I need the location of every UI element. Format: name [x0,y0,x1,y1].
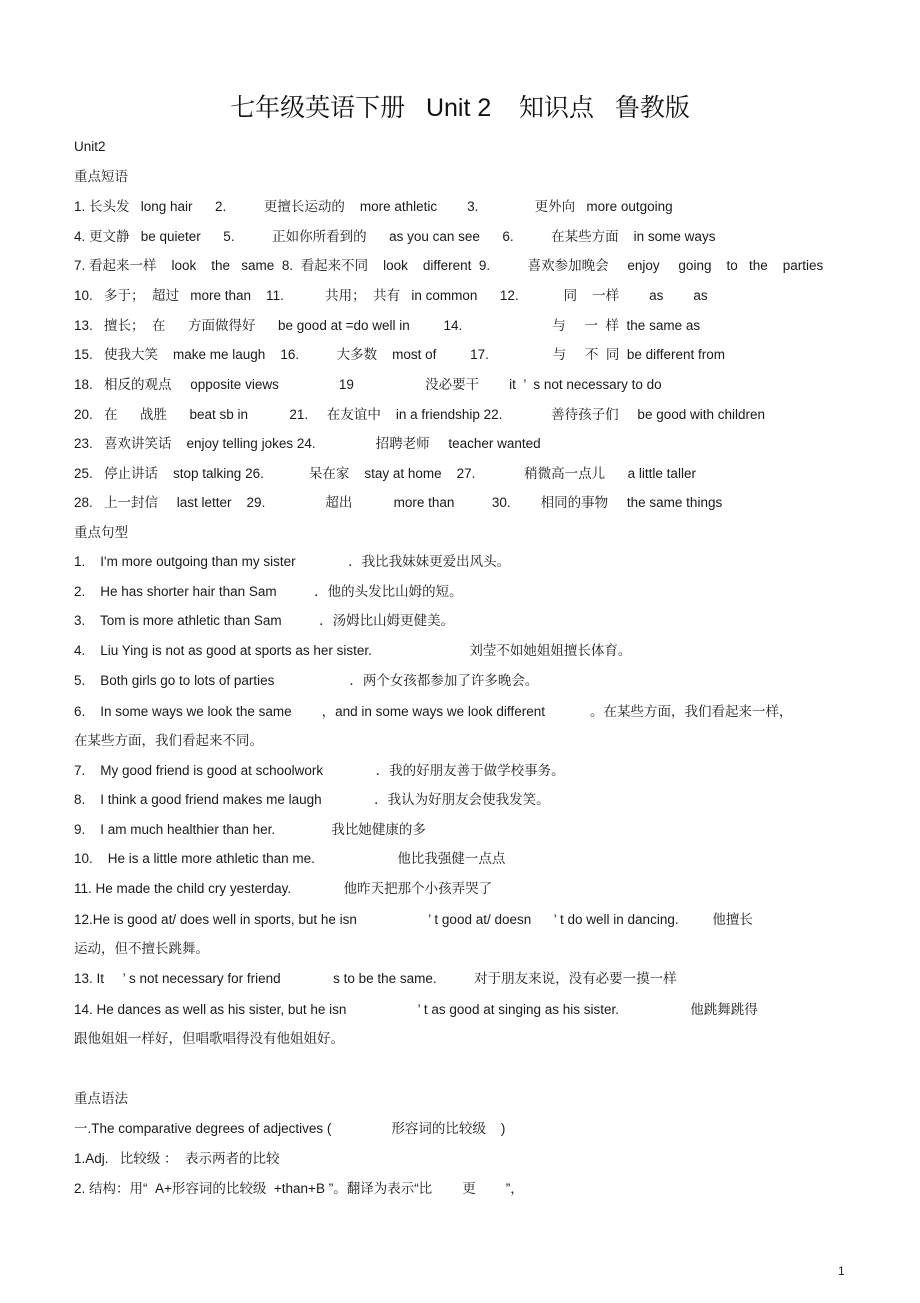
sentence-line: 10. He is a little more athletic than me. 他比我强健一点点 [74,851,506,866]
sentence-line: 13. It ’ s not necessary for friend s to be the same. 对于朋友来说，没有必要一摸一样 [74,971,677,986]
phrase-line: 10. 多于； 超过 more than 11. 共用； 共有 in common 12. 同 一样 as as [74,288,708,303]
phrase-line: 7. 看起来一样 look the same 8. 看起来不同 look different 9. 喜欢参加晚会 enjoy going to the parties [74,258,824,273]
document-title: 七年级英语下册 Unit 2 知识点 鲁教版 [230,94,690,122]
sentence-line: 12.He is good at/ does well in sports, but he isn ’ t good at/ doesn ’ t do well in dancing. 他擅长 [74,912,753,927]
sentence-line: 11. He made the child cry yesterday. 他昨天把那个小孩弄哭了 [74,881,493,896]
phrase-line: 20. 在 战胜 beat sb in 21. 在友谊中 in a friendship 22. 善待孩子们 be good with children [74,407,766,422]
phrase-line: 18. 相反的观点 opposite views 19 没必要干 it ’ s not necessary to do [74,377,662,392]
grammar-line: 1.Adj. 比较级 ： 表示两者的比较 [74,1151,280,1166]
sentence-line: 1. I'm more outgoing than my sister ．我比我妹妹更爱出风头。 [74,554,511,569]
phrase-line: 28. 上一封信 last letter 29. 超出 more than 30. 相同的事物 the same things [74,495,723,510]
phrase-line: 4. 更文静 be quieter 5. 正如你所看到的 as you can see 6. 在某些方面 in some ways [74,229,716,244]
sentence-line: 7. My good friend is good at schoolwork ．我的好朋友善于做学校事务。 [74,763,565,778]
grammar-line: 一.The comparative degrees of adjectives ( 形容词的比较级 ) [74,1121,506,1136]
phrase-line: 23. 喜欢讲笑话 enjoy telling jokes 24. 招聘老师 teacher wanted [74,436,541,451]
sentence-line: 5. Both girls go to lots of parties ．两个女孩都参加了许多晚会。 [74,673,539,688]
phrases-heading: 重点短语 [74,169,128,184]
sentence-line: 6. In some ways we look the same ，and in some ways we look different 。在某些方面，我们看起来一样， [74,704,793,719]
phrase-line: 1. 长头发 long hair 2. 更擅长运动的 more athletic 3. 更外向 more outgoing [74,199,673,214]
sentence-continuation: 运动，但不擅长跳舞。 [74,941,209,956]
phrase-line: 15. 使我大笑 make me laugh 16. 大多数 most of 17. 与 不 同 be different from [74,347,725,362]
phrase-line: 13. 擅长； 在 方面做得好 be good at =do well in 14. 与 一 样 the same as [74,318,701,333]
sentence-line: 2. He has shorter hair than Sam ．他的头发比山姆的短。 [74,584,463,599]
sentence-line: 9. I am much healthier than her. 我比她健康的多 [74,822,426,837]
sentence-line: 3. Tom is more athletic than Sam ．汤姆比山姆更健美。 [74,613,455,628]
page-number: 1 [838,1264,845,1278]
sentence-continuation: 跟他姐姐一样好，但唱歌唱得没有他姐姐好。 [74,1031,344,1046]
sentence-line: 14. He dances as well as his sister, but he isn ’ t as good at singing as his sister. 他跳舞跳得 [74,1002,758,1017]
phrase-line: 25. 停止讲话 stop talking 26. 呆在家 stay at home 27. 稍微高一点儿 a little taller [74,466,696,481]
sentence-line: 4. Liu Ying is not as good at sports as her sister. 刘莹不如她姐姐擅长体育。 [74,643,632,658]
sentence-continuation: 在某些方面，我们看起来不同。 [74,733,263,748]
unit-label: Unit2 [74,139,106,154]
grammar-line: 2. 结构：用“ A+形容词的比较级 +than+B ”。翻译为表示“比 更 ”， [74,1181,524,1196]
grammar-heading: 重点语法 [74,1091,128,1106]
sentence-line: 8. I think a good friend makes me laugh ．我认为好朋友会使我发笑。 [74,792,550,807]
sentences-heading: 重点句型 [74,525,128,540]
